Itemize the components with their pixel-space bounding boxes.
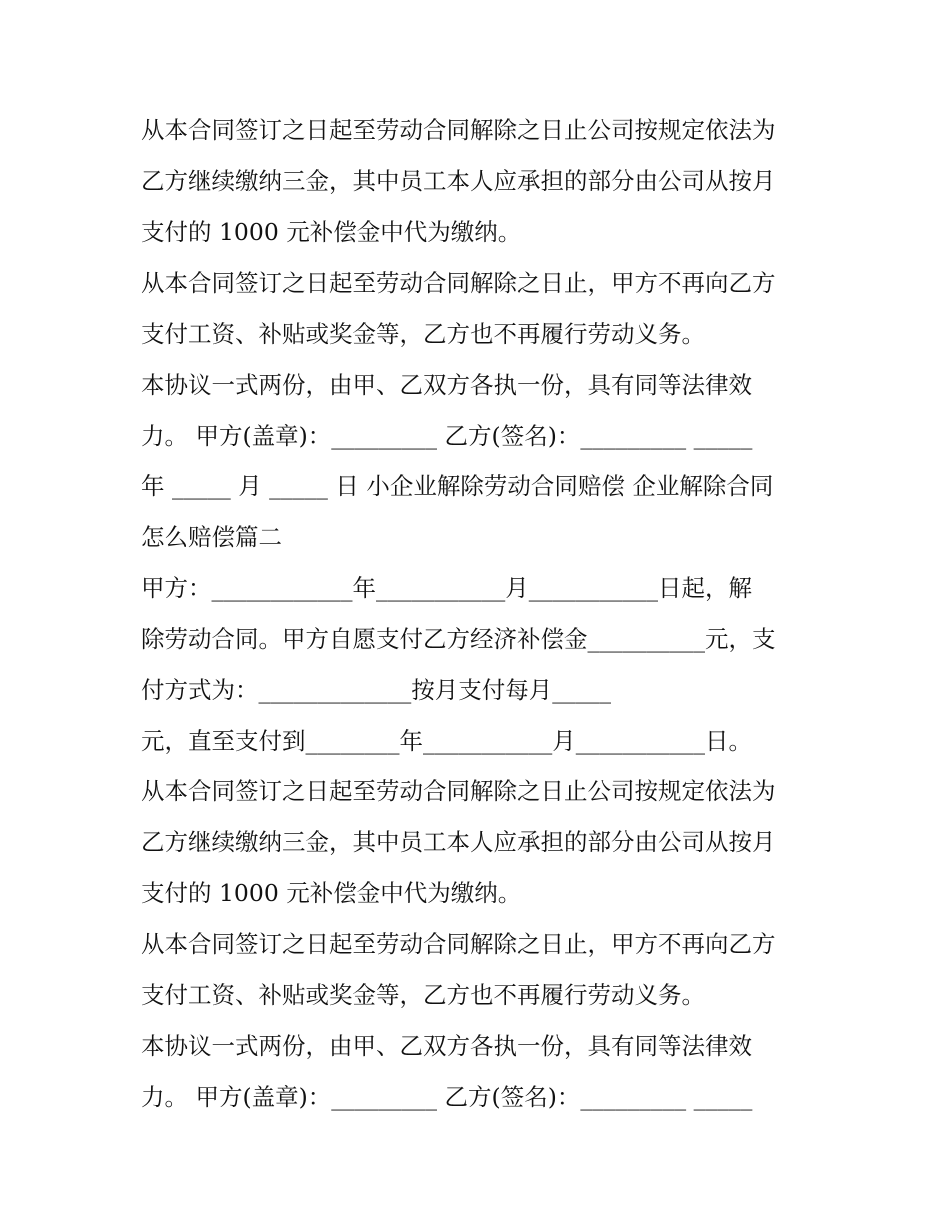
section-heading: 怎么赔偿篇二: [141, 523, 282, 551]
text-line: 从本合同签订之日起至劳动合同解除之日止公司按规定依法为: [141, 116, 776, 144]
signature-line: 力。 甲方(盖章)：_________ 乙方(签名)：_________ _____: [141, 422, 753, 450]
text-line: 支付的 1000 元补偿金中代为缴纳。: [141, 879, 522, 907]
signature-line: 力。 甲方(盖章)：_________ 乙方(签名)：_________ _____: [141, 1083, 753, 1111]
text-line: 除劳动合同。甲方自愿支付乙方经济补偿金__________元，支: [141, 625, 776, 653]
text-line: 从本合同签订之日起至劳动合同解除之日止公司按规定依法为: [141, 777, 776, 805]
text-line: 元，直至支付到________年___________月___________日。: [141, 727, 752, 755]
date-line: 年 _____ 月 _____ 日 小企业解除劳动合同赔偿 企业解除合同: [141, 472, 774, 500]
text-line: 乙方继续缴纳三金，其中员工本人应承担的部分由公司从按月: [141, 167, 776, 195]
text-line: 从本合同签订之日起至劳动合同解除之日止，甲方不再向乙方: [141, 930, 776, 958]
text-line: 本协议一式两份，由甲、乙双方各执一份，具有同等法律效: [141, 1032, 752, 1060]
text-line: 乙方继续缴纳三金，其中员工本人应承担的部分由公司从按月: [141, 828, 776, 856]
text-line: 从本合同签订之日起至劳动合同解除之日止，甲方不再向乙方: [141, 269, 776, 297]
text-line: 支付工资、补贴或奖金等，乙方也不再履行劳动义务。: [141, 981, 705, 1009]
text-line: 甲方：____________年___________月___________日起，解: [141, 574, 752, 602]
text-line: 本协议一式两份，由甲、乙双方各执一份，具有同等法律效: [141, 371, 752, 399]
text-line: 支付工资、补贴或奖金等，乙方也不再履行劳动义务。: [141, 320, 705, 348]
text-line: 付方式为：_____________按月支付每月_____: [141, 676, 611, 704]
text-line: 支付的 1000 元补偿金中代为缴纳。: [141, 218, 522, 246]
